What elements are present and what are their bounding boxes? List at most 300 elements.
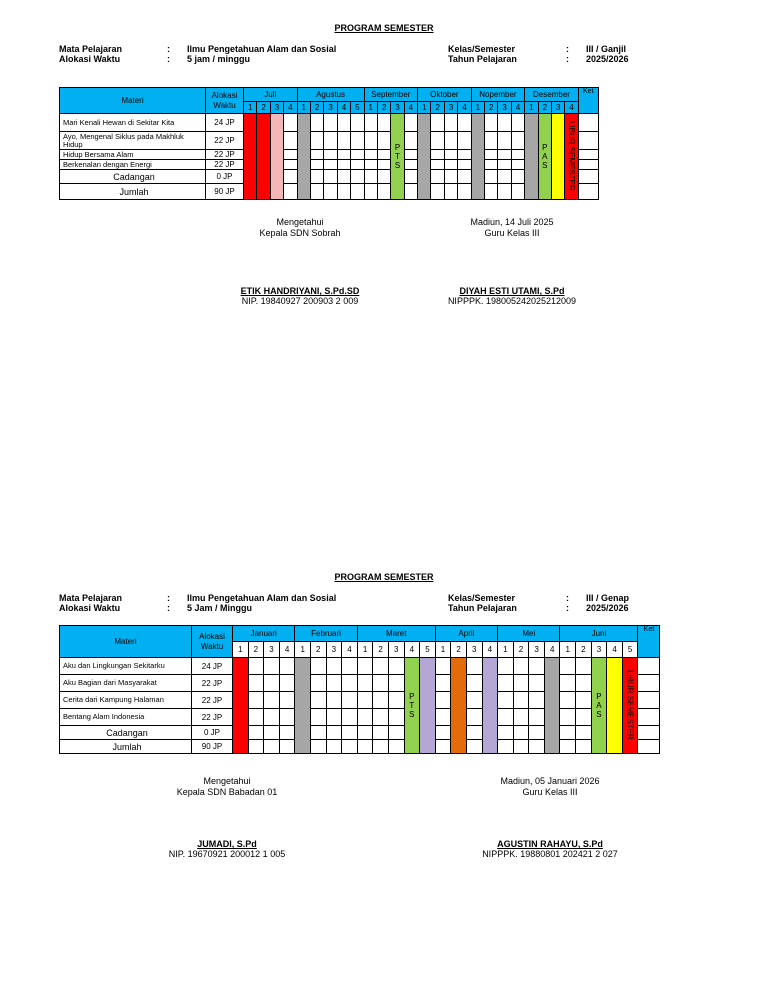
week-cell bbox=[498, 726, 514, 740]
week-cell bbox=[364, 170, 377, 184]
materi-cell: Jumlah bbox=[60, 184, 206, 200]
week-cell bbox=[511, 114, 524, 132]
week-cell bbox=[324, 184, 337, 200]
header-week-number: 4 bbox=[607, 642, 623, 658]
header-week-number: 4 bbox=[279, 642, 295, 658]
week-cell bbox=[458, 170, 471, 184]
week-cell bbox=[513, 726, 529, 740]
header-week-number: 5 bbox=[622, 642, 638, 658]
week-cell bbox=[377, 160, 390, 170]
week-cell bbox=[264, 709, 280, 726]
week-cell-purple bbox=[482, 658, 498, 754]
week-cell bbox=[513, 740, 529, 754]
week-cell bbox=[279, 726, 295, 740]
week-cell bbox=[466, 740, 482, 754]
pts-cell: P T S bbox=[404, 658, 420, 754]
week-cell bbox=[310, 150, 323, 160]
week-cell bbox=[284, 184, 297, 200]
materi-cell: Cerita dari Kampung Halaman bbox=[60, 692, 192, 709]
colon: : bbox=[566, 603, 569, 613]
week-cell-red bbox=[244, 114, 257, 200]
sem1-schedule-table bbox=[59, 87, 599, 200]
sem2-alokasi-value: 5 Jam / Minggu bbox=[187, 603, 253, 613]
week-cell bbox=[284, 132, 297, 150]
sem1-guru-nip: NIPPPK. 198005242025212009 bbox=[447, 296, 577, 306]
sem2-kelas-label: Kelas/Semester bbox=[448, 593, 516, 603]
week-cell bbox=[404, 170, 417, 184]
week-cell bbox=[364, 160, 377, 170]
week-cell bbox=[458, 160, 471, 170]
week-cell bbox=[264, 726, 280, 740]
sem2-guru-nip: NIPPPK. 19880801 202421 2 027 bbox=[482, 849, 618, 859]
week-cell bbox=[458, 132, 471, 150]
week-cell bbox=[435, 658, 451, 675]
sem2-kelas-value: III / Genap bbox=[586, 593, 630, 603]
week-cell bbox=[498, 132, 511, 150]
header-month: Juli bbox=[244, 88, 298, 102]
header-month: September bbox=[364, 88, 418, 102]
sem1-alokasi-value: 5 jam / minggu bbox=[187, 54, 251, 64]
header-week-number: 3 bbox=[498, 102, 511, 114]
table-row bbox=[60, 170, 599, 184]
pas-cell: P A S bbox=[591, 658, 607, 754]
sem2-mengetahui bbox=[157, 776, 297, 798]
header-ket: Ket bbox=[578, 88, 598, 114]
header-week-number: 2 bbox=[538, 102, 551, 114]
week-cell bbox=[326, 740, 342, 754]
colon: : bbox=[566, 593, 569, 603]
week-cell bbox=[498, 184, 511, 200]
header-month: Oktober bbox=[418, 88, 472, 102]
week-cell bbox=[431, 150, 444, 160]
week-cell bbox=[513, 709, 529, 726]
week-cell-gray bbox=[295, 658, 311, 754]
alokasi-cell: 90 JP bbox=[206, 184, 244, 200]
week-cell bbox=[458, 150, 471, 160]
week-cell bbox=[377, 170, 390, 184]
week-cell bbox=[357, 675, 373, 692]
header-week-number: 4 bbox=[511, 102, 524, 114]
week-cell bbox=[444, 150, 457, 160]
sem1-alokasi-label: Alokasi Waktu bbox=[59, 54, 121, 64]
week-cell bbox=[529, 726, 545, 740]
header-week-number: 3 bbox=[591, 642, 607, 658]
week-cell bbox=[458, 184, 471, 200]
week-cell bbox=[337, 184, 350, 200]
week-cell bbox=[364, 150, 377, 160]
week-cell bbox=[466, 726, 482, 740]
week-cell bbox=[324, 114, 337, 132]
week-cell bbox=[264, 675, 280, 692]
week-cell bbox=[248, 709, 264, 726]
sem1-kelas-value: III / Ganjil bbox=[586, 44, 627, 54]
week-cell bbox=[511, 132, 524, 150]
sem2-guru-name: AGUSTIN RAHAYU, S.Pd bbox=[497, 839, 603, 849]
week-cell bbox=[498, 709, 514, 726]
week-cell bbox=[513, 692, 529, 709]
week-cell bbox=[444, 132, 457, 150]
week-cell bbox=[513, 658, 529, 675]
materi-cell: Hidup Bersama Alam bbox=[60, 150, 206, 160]
sem1-kepala-nip: NIP. 19840927 200903 2 009 bbox=[241, 296, 359, 306]
header-materi: Materi bbox=[60, 88, 206, 114]
week-cell bbox=[576, 658, 592, 675]
week-cell bbox=[310, 726, 326, 740]
header-week-number: 3 bbox=[388, 642, 404, 658]
materi-cell: Ayo, Mengenal Siklus pada Makhluk Hidup bbox=[60, 132, 206, 150]
week-cell bbox=[485, 132, 498, 150]
sem2-kepala-nip: NIP. 19670921 200012 1 005 bbox=[168, 849, 286, 859]
week-cell bbox=[560, 692, 576, 709]
week-cell-yellow bbox=[551, 114, 564, 200]
sem2-schedule-table bbox=[59, 625, 660, 754]
table-row bbox=[60, 184, 599, 200]
week-cell bbox=[310, 709, 326, 726]
table-row bbox=[60, 675, 660, 692]
week-cell bbox=[248, 692, 264, 709]
header-week-number: 1 bbox=[233, 642, 249, 658]
materi-cell: Cadangan bbox=[60, 170, 206, 184]
week-cell bbox=[435, 740, 451, 754]
week-cell-gray bbox=[525, 114, 538, 200]
week-cell bbox=[373, 709, 389, 726]
week-cell bbox=[284, 150, 297, 160]
sem1-mapel-label: Mata Pelajaran bbox=[59, 44, 123, 54]
week-cell bbox=[404, 132, 417, 150]
week-cell bbox=[431, 160, 444, 170]
header-week-number: 4 bbox=[337, 102, 350, 114]
week-cell bbox=[576, 726, 592, 740]
header-week-number: 2 bbox=[257, 102, 270, 114]
guru-title: Guru Kelas III bbox=[484, 228, 540, 238]
week-cell bbox=[576, 692, 592, 709]
mengetahui-label: Mengetahui bbox=[203, 776, 251, 786]
week-cell bbox=[529, 709, 545, 726]
week-cell bbox=[377, 114, 390, 132]
colon: : bbox=[566, 44, 569, 54]
week-cell bbox=[357, 740, 373, 754]
week-cell bbox=[485, 184, 498, 200]
week-cell bbox=[373, 658, 389, 675]
libur-semester-label: LIBUR SEMESTER bbox=[567, 120, 577, 191]
week-cell bbox=[466, 709, 482, 726]
week-cell bbox=[560, 675, 576, 692]
ket-cell bbox=[578, 150, 598, 160]
week-cell bbox=[466, 675, 482, 692]
header-week-number: 3 bbox=[326, 642, 342, 658]
kepala-title: Kepala SDN Sobrah bbox=[259, 228, 341, 238]
week-cell bbox=[373, 740, 389, 754]
header-week-number: 3 bbox=[529, 642, 545, 658]
header-week-number: 3 bbox=[551, 102, 564, 114]
week-cell bbox=[351, 132, 364, 150]
week-cell-red bbox=[233, 658, 249, 754]
materi-cell: Bentang Alam Indonesia bbox=[60, 709, 192, 726]
ket-cell bbox=[578, 114, 598, 132]
week-cell bbox=[388, 726, 404, 740]
ket-cell bbox=[638, 740, 660, 754]
week-cell bbox=[284, 114, 297, 132]
week-cell bbox=[342, 740, 358, 754]
week-cell bbox=[324, 160, 337, 170]
week-cell bbox=[444, 184, 457, 200]
header-week-number: 2 bbox=[451, 642, 467, 658]
materi-cell: Berkenalan dengan Energi bbox=[60, 160, 206, 170]
week-cell bbox=[576, 675, 592, 692]
week-cell bbox=[435, 675, 451, 692]
header-week-number: 1 bbox=[244, 102, 257, 114]
week-cell bbox=[284, 160, 297, 170]
ket-cell bbox=[578, 132, 598, 150]
table-row bbox=[60, 709, 660, 726]
week-cell bbox=[310, 160, 323, 170]
header-ket: Ket bbox=[638, 626, 660, 658]
week-cell bbox=[458, 114, 471, 132]
sem1-mengetahui bbox=[230, 217, 370, 239]
alokasi-cell: 90 JP bbox=[192, 740, 233, 754]
week-cell bbox=[342, 709, 358, 726]
week-cell-pink bbox=[270, 114, 283, 200]
alokasi-cell: 22 JP bbox=[192, 692, 233, 709]
week-cell bbox=[310, 114, 323, 132]
sem2-mapel-label: Mata Pelajaran bbox=[59, 593, 123, 603]
header-month: Agustus bbox=[297, 88, 364, 102]
week-cell bbox=[337, 170, 350, 184]
header-month: April bbox=[435, 626, 497, 642]
header-week-number: 2 bbox=[513, 642, 529, 658]
week-cell bbox=[357, 692, 373, 709]
week-cell bbox=[351, 184, 364, 200]
header-week-number: 1 bbox=[418, 102, 431, 114]
week-cell bbox=[326, 692, 342, 709]
header-week-number: 1 bbox=[295, 642, 311, 658]
week-cell bbox=[248, 740, 264, 754]
week-cell bbox=[342, 726, 358, 740]
week-cell bbox=[326, 675, 342, 692]
week-cell bbox=[388, 709, 404, 726]
week-cell bbox=[351, 150, 364, 160]
header-week-number: 5 bbox=[351, 102, 364, 114]
week-cell bbox=[373, 675, 389, 692]
sem2-title: PROGRAM SEMESTER bbox=[334, 572, 434, 582]
header-month: Nopember bbox=[471, 88, 525, 102]
week-cell bbox=[337, 132, 350, 150]
week-cell bbox=[404, 160, 417, 170]
sem1-kelas-label: Kelas/Semester bbox=[448, 44, 516, 54]
header-week-number: 4 bbox=[544, 642, 560, 658]
week-cell-gray bbox=[544, 658, 560, 754]
header-week-number: 1 bbox=[357, 642, 373, 658]
alokasi-cell: 0 JP bbox=[192, 726, 233, 740]
week-cell bbox=[326, 709, 342, 726]
week-cell bbox=[324, 150, 337, 160]
header-week-number: 2 bbox=[310, 102, 323, 114]
week-cell bbox=[264, 740, 280, 754]
header-week-number: 4 bbox=[565, 102, 578, 114]
alokasi-cell: 22 JP bbox=[192, 675, 233, 692]
header-week-number: 3 bbox=[466, 642, 482, 658]
week-cell bbox=[377, 150, 390, 160]
header-week-number: 3 bbox=[444, 102, 457, 114]
sem2-tahun-label: Tahun Pelajaran bbox=[448, 603, 517, 613]
header-week-number: 4 bbox=[404, 642, 420, 658]
week-cell bbox=[388, 692, 404, 709]
sem2-alokasi-label: Alokasi Waktu bbox=[59, 603, 121, 613]
header-week-number: 4 bbox=[284, 102, 297, 114]
header-week-number: 1 bbox=[560, 642, 576, 658]
week-cell bbox=[560, 709, 576, 726]
week-cell bbox=[284, 170, 297, 184]
week-cell bbox=[431, 170, 444, 184]
week-cell bbox=[498, 114, 511, 132]
ket-cell bbox=[638, 692, 660, 709]
week-cell bbox=[513, 675, 529, 692]
header-week-number: 3 bbox=[270, 102, 283, 114]
week-cell bbox=[310, 132, 323, 150]
week-cell bbox=[373, 692, 389, 709]
libur-semester-label: LIBUR SEMESTER bbox=[625, 669, 635, 740]
materi-cell: Aku dan Lingkungan Sekitarku bbox=[60, 658, 192, 675]
week-cell bbox=[310, 184, 323, 200]
week-cell bbox=[485, 160, 498, 170]
materi-cell: Aku Bagian dari Masyarakat bbox=[60, 675, 192, 692]
sem2-guru-block bbox=[470, 776, 630, 798]
table-row bbox=[60, 132, 599, 150]
week-cell bbox=[485, 170, 498, 184]
sem1-guru-name: DIYAH ESTI UTAMI, S.Pd bbox=[459, 286, 565, 296]
pas-cell: P A S bbox=[538, 114, 551, 200]
ket-cell bbox=[578, 160, 598, 170]
table-row bbox=[60, 740, 660, 754]
libur-semester-cell bbox=[565, 114, 578, 200]
alokasi-cell: 22 JP bbox=[206, 160, 244, 170]
sem1-tahun-value: 2025/2026 bbox=[586, 54, 629, 64]
week-cell bbox=[388, 740, 404, 754]
week-cell bbox=[337, 150, 350, 160]
colon: : bbox=[566, 54, 569, 64]
week-cell bbox=[279, 675, 295, 692]
sem1-title: PROGRAM SEMESTER bbox=[334, 23, 434, 33]
kepala-title: Kepala SDN Babadan 01 bbox=[176, 787, 278, 797]
colon: : bbox=[167, 603, 170, 613]
table-row bbox=[60, 726, 660, 740]
week-cell bbox=[431, 184, 444, 200]
week-cell bbox=[498, 675, 514, 692]
week-cell bbox=[404, 150, 417, 160]
week-cell bbox=[466, 658, 482, 675]
week-cell bbox=[310, 740, 326, 754]
week-cell bbox=[485, 114, 498, 132]
mengetahui-label: Mengetahui bbox=[276, 217, 324, 227]
week-cell bbox=[485, 150, 498, 160]
sem1-tahun-label: Tahun Pelajaran bbox=[448, 54, 517, 64]
week-cell bbox=[435, 726, 451, 740]
materi-cell: Jumlah bbox=[60, 740, 192, 754]
ket-cell bbox=[638, 709, 660, 726]
header-week-number: 2 bbox=[248, 642, 264, 658]
header-week-number: 3 bbox=[324, 102, 337, 114]
header-week-number: 1 bbox=[525, 102, 538, 114]
sem2-kepala-name: JUMADI, S.Pd bbox=[197, 839, 257, 849]
colon: : bbox=[167, 54, 170, 64]
ket-cell bbox=[578, 170, 598, 184]
week-cell bbox=[324, 132, 337, 150]
alokasi-cell: 22 JP bbox=[206, 150, 244, 160]
materi-cell: Cadangan bbox=[60, 726, 192, 740]
header-month: Juni bbox=[560, 626, 638, 642]
sem1-kepala-name: ETIK HANDRIYANI, S.Pd.SD bbox=[240, 286, 360, 296]
week-cell bbox=[466, 692, 482, 709]
alokasi-cell: 24 JP bbox=[206, 114, 244, 132]
sem1-mapel-value: Ilmu Pengetahuan Alam dan Sosial bbox=[187, 44, 337, 54]
ket-cell bbox=[638, 675, 660, 692]
week-cell-red bbox=[257, 114, 270, 200]
week-cell bbox=[364, 132, 377, 150]
header-month: Desember bbox=[525, 88, 579, 102]
week-cell bbox=[511, 160, 524, 170]
alokasi-cell: 24 JP bbox=[192, 658, 233, 675]
week-cell bbox=[351, 170, 364, 184]
header-week-number: 4 bbox=[458, 102, 471, 114]
colon: : bbox=[167, 44, 170, 54]
week-cell bbox=[326, 658, 342, 675]
week-cell bbox=[435, 709, 451, 726]
alokasi-cell: 22 JP bbox=[192, 709, 233, 726]
week-cell bbox=[364, 114, 377, 132]
week-cell bbox=[342, 675, 358, 692]
week-cell bbox=[431, 114, 444, 132]
week-cell bbox=[435, 692, 451, 709]
colon: : bbox=[167, 593, 170, 603]
header-week-number: 2 bbox=[310, 642, 326, 658]
week-cell bbox=[444, 114, 457, 132]
header-week-number: 1 bbox=[498, 642, 514, 658]
header-alokasi: Alokasi Waktu bbox=[206, 88, 244, 114]
week-cell bbox=[498, 692, 514, 709]
week-cell bbox=[337, 160, 350, 170]
week-cell-gray bbox=[418, 114, 431, 200]
week-cell bbox=[279, 658, 295, 675]
sem2-mapel-value: Ilmu Pengetahuan Alam dan Sosial bbox=[187, 593, 337, 603]
header-week-number: 1 bbox=[471, 102, 484, 114]
header-week-number: 4 bbox=[342, 642, 358, 658]
header-month: Februari bbox=[295, 626, 357, 642]
week-cell-gray bbox=[297, 114, 310, 200]
header-week-number: 1 bbox=[297, 102, 310, 114]
header-month: Mei bbox=[498, 626, 560, 642]
week-cell bbox=[248, 675, 264, 692]
week-cell bbox=[511, 184, 524, 200]
table-row bbox=[60, 658, 660, 675]
sem2-tahun-value: 2025/2026 bbox=[586, 603, 629, 613]
materi-cell: Mari Kenali Hewan di Sekitar Kita bbox=[60, 114, 206, 132]
libur-semester-cell bbox=[622, 658, 638, 754]
sem1-guru-block bbox=[432, 217, 592, 239]
week-cell bbox=[498, 170, 511, 184]
week-cell bbox=[377, 132, 390, 150]
header-week-number: 5 bbox=[420, 642, 436, 658]
header-alokasi: Alokasi Waktu bbox=[192, 626, 233, 658]
week-cell bbox=[529, 658, 545, 675]
week-cell bbox=[560, 726, 576, 740]
week-cell-purple bbox=[420, 658, 436, 754]
alokasi-cell: 0 JP bbox=[206, 170, 244, 184]
pts-cell: P T S bbox=[391, 114, 404, 200]
header-month: Januari bbox=[233, 626, 295, 642]
week-cell bbox=[342, 692, 358, 709]
week-cell bbox=[560, 740, 576, 754]
alokasi-cell: 22 JP bbox=[206, 132, 244, 150]
